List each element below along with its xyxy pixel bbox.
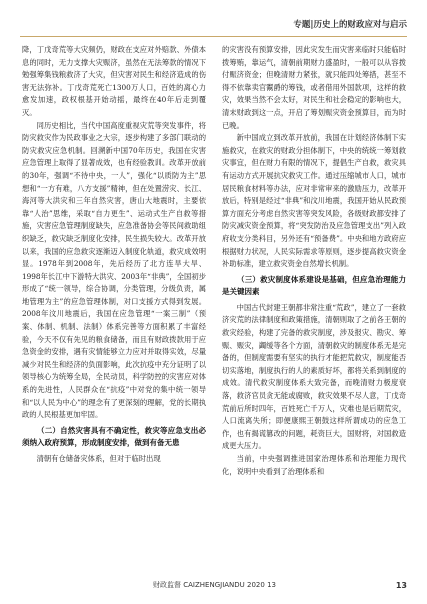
section-heading: （二）自然灾害具有不确定性，救灾等应急支出必须纳入政府预算，形成制度安排，做到有备无患 [22, 425, 206, 448]
header-topic: 专题|历史上的财政应对与启示 [293, 20, 407, 30]
journal-name: 财政监督 CAIZHENGJIANDU 2020 13 [153, 581, 276, 589]
right-column [222, 44, 406, 566]
left-column [22, 44, 206, 566]
paragraph: 的灾害没有预算安排，因此灾发生而灾害来临时只能临时拨筹贿，靠运气，清朝前期财力盛盈时，一般可以从容拨付赈济资金；但晚清财力紧张，就只能四处筹措，甚至不得不依靠卖官鬻爵的筹钱，或者借用外国款项，这样的救灾，效果当然不会太好，对民生和社会稳定的影响也大，清末财政到这一点，开启了筹划赈灾资金预算目，而为时已晚。 [222, 45, 406, 130]
paragraph: 当前，中央强调推进国家治理体系和治理能力现代化，说明中央看到了治理体系和 [222, 454, 406, 476]
paragraph: 清朝有仓储备灾体系，但对于临时出现 [36, 454, 161, 463]
header-rule [20, 36, 407, 37]
section-heading: （三）救灾制度体系建设是基础，但应急治理能力是关键因素 [222, 274, 406, 297]
page-header [20, 8, 407, 38]
page-footer [22, 576, 407, 590]
page-number: 13 [395, 581, 407, 590]
article-body [22, 44, 406, 566]
paragraph: 同历史相比，当代中国高度重视灾荒等突发事件，将防灾救灾作为民政事业之大宗，逐步构建了多部门联动的防灾救灾应急机制。回溯新中国70年历史，我国在灾害应急管理上取得了显著成效，也有经验教训。改革开放前的30年，强调“不待中央，一人”，强化“以质防为主”思想和“一方有难，八方支援”精神，但在处置涝灾、长江、海河等大洪灾和三年自然灾害，唐山大地震时，主要依靠“人治”思维，采取“自力更生”、运动式生产自救等措施，灾害应急管理制度缺失，应急准备协会等民间救助组织缺乏，救灾缺乏制度化安排，民生损失较大。改革开放以来，我国的应急救灾逐渐迈入制度化轨道，救灾成效明显。1978年到2008年，先后经历了北方连旱大旱、1998年长江中下游特大洪灾、2003年“非典”，全国初步形成了“统一领导，综合协调，分类管理，分级负责，属地管理为主”的应急管理体制，对口支援方式得到发展。2008年汶川地震后，我国在应急管理“一案三制”（预案、体制、机制、法制）体系完善等方面积累了丰富经验，今天不仅有先见的粮食储备，而且有财政拨款用于应急资金的安排，遇有灾情能够立力应对并取得实效，尽量减少对民生和经济的负面影响，此次抗疫中充分证明了以领导核心为统筹全局，全民动员，科学防控的灾害应对体系的先进性，人民群众在“抗疫”中对党的集中统一领导和“以人民为中心”的理念有了更深刻的理解，党的长期执政的人民根基更加牢固。 [22, 120, 206, 420]
paragraph: 降，丁戊奇荒等大灾频仍，财政在支应对外赔款、外债本息的同时，无力支撑大灾赈济，虽然在无法筹款的情况下勉强筹集钱粮救济了大灾，但灾害对民生和经济造成的伤害无法弥补。丁戊奇荒死亡1300万人口，百姓的离心力愈发加速，政权根基开始动摇，最终在40年后走到覆灭。 [22, 45, 206, 117]
paragraph: 新中国成立到改革开放前，我国在计划经济体制下实施救灾，在救灾的财政分担体制下，中央的统统一筹划救灾事宜，但在财力有限的情况下，提倡生产自救，救灾具有运动方式开展抗灾救灾工作。通过压缩城市人口，城市居民粮食材料等办法，应对非常审来的激励压力，改革开放后，特别是经过“非典”和汶川地震，我国开始从民政预算方面充分考虑自然灾害等突发风险，各级财政都安排了防灾减灾资金预算，将“突发防治及应急管理支出”列入政府收支分类科目，另外还有“预备费”。中央和地方政府应根据财力状况，人民实际需求等原则，逐步提高救灾资金补助标准，建立救灾资金自然增长机制。 [222, 133, 406, 269]
paragraph: 中国古代封建王朝都非常注重“荒政”，建立了一套救济灾荒的法律制度和政策措施，清朝则取了之前各王朝的救灾经验，构建了完备的救灾制度，涉及报灾、勘灾、筹赈、赈灾，蠲缓等各个方面，清朝救灾的制度体系无是完备的，但制度需要有坚实的执行才能把荒救灾，制度能否切实落地，制度执行的人的素质好坏，都将关系到制度的成效。清代救灾制度体系大致完备，而晚清财力极度衰落，救济官员贪无能或腐败，救灾效果不尽人意，丁戊奇荒前后所时四年，百姓死亡千万人，灾难也是后期荒灾，人口流离失所；即便康熙王朝鼓这样所谓成功的应急工作，也有揭谎篡改的问题，耗资巨大，国财将，对国救造成更大压力。 [222, 302, 406, 451]
